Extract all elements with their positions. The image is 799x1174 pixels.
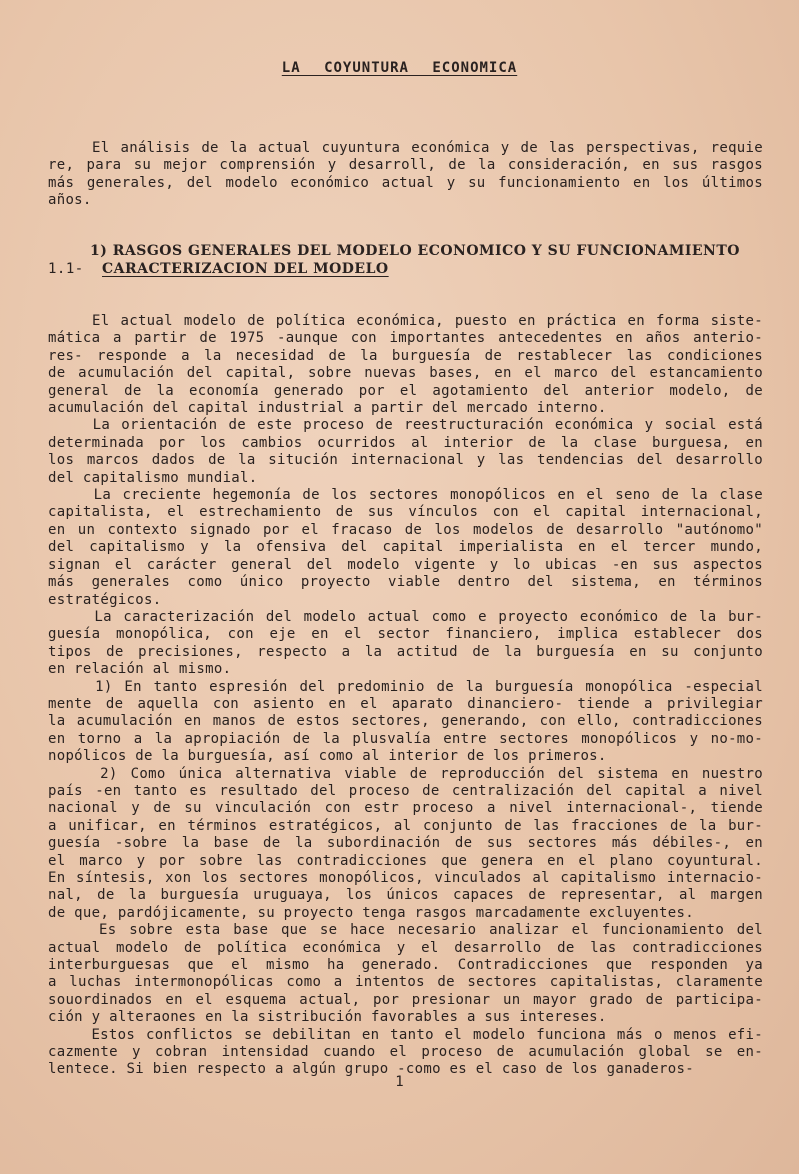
text-line: re, para su mejor comprensión y desarroll, de la consideración, en sus rasgos <box>48 157 763 174</box>
text-line: 2) Como única alternativa viable de reproducción del sistema en nuestro <box>48 765 763 782</box>
text-line: souordinados en el esquema actual, por presionar un mayor grado de participa- <box>48 991 763 1008</box>
text-line: años. <box>48 192 92 209</box>
document-title: LA COYUNTURA ECONOMICA <box>281 60 518 76</box>
text-line: nal, de la burguesía uruguaya, los únicos capaces de representar, al margen <box>48 887 763 904</box>
text-line: la acumulación en manos de estos sectores, generando, con ello, contradicciones <box>48 713 763 730</box>
text-line: acumulación del capital industrial a partir del mercado interno. <box>48 400 607 417</box>
text-line: del capitalismo mundial. <box>48 469 258 486</box>
text-line: lentece. Si bien respecto a algún grupo -como es el caso de los ganaderos- <box>48 1061 694 1078</box>
text-line: La orientación de este proceso de reestructuración económica y social está <box>48 417 763 434</box>
text-line: actual modelo de política económica y el desarrollo de las contradicciones <box>48 939 763 956</box>
text-line: 1) En tanto espresión del predominio de la burguesía monopólica -especial <box>48 678 763 695</box>
section-heading: 1) RASGOS GENERALES DEL MODELO ECONOMICO Y SU FUNCIONAMIENTO <box>90 243 740 259</box>
subsection-number: 1.1- <box>48 261 84 277</box>
text-line: mática a partir de 1975 -aunque con importantes antecedentes en años anterio- <box>48 330 763 347</box>
text-line: país -en tanto es resultado del proceso de centralización del capital a nivel <box>48 782 763 799</box>
text-line: general de la economía generado por el agotamiento del anterior modelo, de <box>48 382 763 399</box>
text-line: más generales, del modelo económico actual y su funcionamiento en los últimos <box>48 174 763 191</box>
page-number: 1 <box>395 1074 404 1090</box>
text-line: El análisis de la actual cuyuntura económica y de las perspectivas, requie <box>48 140 763 156</box>
body-text <box>48 313 763 1079</box>
text-line: estratégicos. <box>48 591 162 608</box>
text-line: La creciente hegemonía de los sectores monopólicos en el seno de la clase <box>48 487 763 504</box>
text-line: de acumulación del capital, sobre nuevas bases, en el marco del estancamiento <box>48 365 763 382</box>
text-line: res- responde a la necesidad de la burguesía de restablecer las condiciones <box>48 347 763 364</box>
text-line: determinada por los cambios ocurridos al interior de la clase burguesa, en <box>48 434 763 451</box>
text-line: cazmente y cobran intensidad cuando el proceso de acumulación global se en- <box>48 1044 763 1061</box>
text-line: del capitalismo y la ofensiva del capital imperialista en el tercer mundo, <box>48 539 763 556</box>
text-line: guesía monopólica, con eje en el sector financiero, implica establecer dos <box>48 626 763 643</box>
text-line: ción y alteraones en la sistribución favorables a sus intereses. <box>48 1009 607 1026</box>
text-line: mente de aquella con asiento en el aparato dinanciero- tiende a privilegiar <box>48 695 763 712</box>
text-line: a unificar, en términos estratégicos, al conjunto de las fracciones de la bur- <box>48 817 763 834</box>
subsection-heading <box>48 261 389 277</box>
text-line: Es sobre esta base que se hace necesario analizar el funcionamiento del <box>48 922 763 939</box>
text-line: en torno a la apropiación de la plusvalía entre sectores monopólicos y no-mo- <box>48 730 763 747</box>
text-line: en un contexto signado por el fracaso de los modelos de desarrollo "autónomo" <box>48 521 763 538</box>
text-line: más generales como único proyecto viable dentro del sistema, en términos <box>48 574 763 591</box>
text-line: Estos conflictos se debilitan en tanto el modelo funciona más o menos efi- <box>48 1026 763 1043</box>
text-line: nopólicos de la burguesía, así como al interior de los primeros. <box>48 748 607 765</box>
text-line: En síntesis, xon los sectores monopólicos, vinculados al capitalismo internacio- <box>48 870 763 886</box>
text-line: el marco y por sobre las contradicciones que genera en el plano coyuntural. <box>48 852 763 869</box>
text-line: guesía -sobre la base de la subordinación de sus sectores más débiles-, en <box>48 835 763 852</box>
text-line: La caracterización del modelo actual como e proyecto económico de la bur- <box>48 608 763 625</box>
text-line: de que, pardójicamente, su proyecto tenga rasgos marcadamente excluyentes. <box>48 904 694 921</box>
text-line: capitalista, el estrechamiento de sus vínculos con el capital internacional, <box>48 504 763 521</box>
text-line: interburguesas que el mismo ha generado. Contradicciones que responden ya <box>48 957 763 974</box>
text-line: los marcos dados de la situción internacional y las tendencias del desarrollo <box>48 452 763 469</box>
text-line: signan el carácter general del modelo vigente y lo ubicas -en sus aspectos <box>48 556 763 573</box>
text-line: nacional y de su vinculación con estr proceso a nivel internacional-, tiende <box>48 800 763 817</box>
text-line: tipos de precisiones, respecto a la actitud de la burguesía en su conjunto <box>48 643 763 660</box>
intro-paragraph <box>48 140 763 210</box>
text-line: en relación al mismo. <box>48 661 232 678</box>
text-line: a luchas intermonopólicas como a intentos de sectores capitalistas, claramente <box>48 974 763 991</box>
subsection-title: CARACTERIZACION DEL MODELO <box>102 261 389 277</box>
text-line: El actual modelo de política económica, puesto en práctica en forma siste- <box>48 313 763 329</box>
